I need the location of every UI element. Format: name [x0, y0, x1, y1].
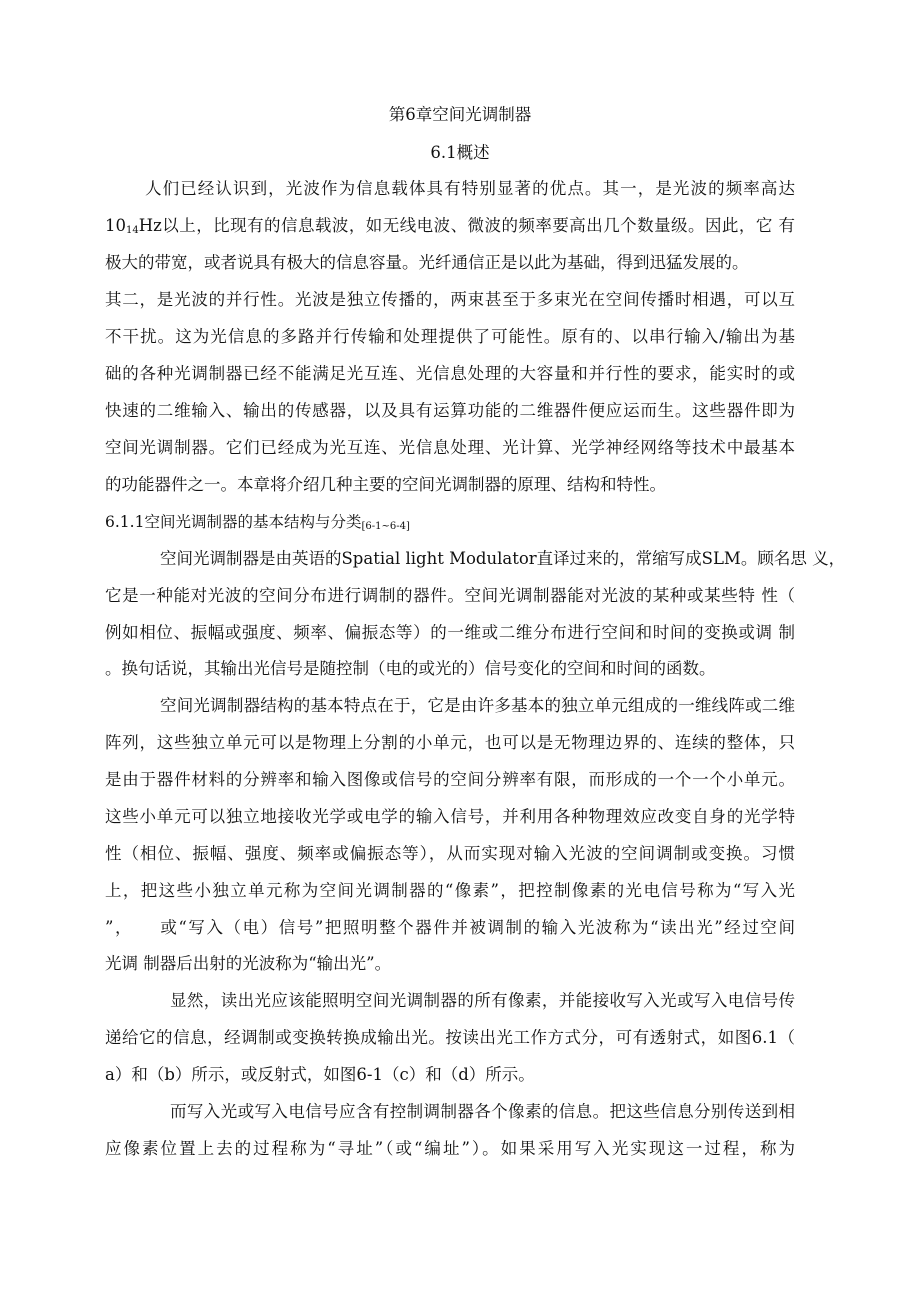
paragraph-line: 不干扰。这为光信息的多路并行传输和处理提供了可能性。原有的、以串行输入/输出为基 [105, 327, 795, 346]
paragraph-line: 这些小单元可以独立地接收光学或电学的输入信号，并利用各种物理效应改变自身的光学特 [105, 807, 795, 826]
freq-exponent: 14 [126, 225, 139, 236]
paragraph-line: 。换句话说，其输出光信号是随控制（电的或光的）信号变化的空间和时间的函数。 [105, 659, 716, 678]
paragraph-line [105, 215, 795, 242]
paragraph-line: 极大的带宽，或者说具有极大的信息容量。光纤通信正是以此为基础，得到迅猛发展的。 [105, 253, 749, 272]
paragraph-line: 阵列，这些独立单元可以是物理上分割的小单元，也可以是无物理边界的、连续的整体，只 [105, 733, 795, 752]
paragraph-line: 的功能器件之一。本章将介绍几种主要的空间光调制器的原理、结构和特性。 [105, 475, 666, 494]
paragraph-line: 是由于器件材料的分辨率和输入图像或信号的空间分辨率有限，而形成的一个一个小单元。 [105, 770, 795, 789]
paragraph-line: 光调 制器后出射的光波称为“输出光”。 [105, 954, 392, 973]
paragraph-line: 而写入光或写入电信号应含有控制调制器各个像素的信息。把这些信息分别传送到相 [170, 1102, 795, 1121]
freq-text: Hz以上，比现有的信息载波，如无线电波、微波的频率要高出几个数量级。因此，它 有 [138, 216, 795, 235]
paragraph-line: 例如相位、振幅或强度、频率、偏振态等）的一维或二维分布进行空间和时间的变换或调 制 [105, 623, 795, 642]
paragraph-line: 其二，是光波的并行性。光波是独立传播的，两束甚至于多束光在空间传播时相遇，可以互 [105, 290, 795, 309]
paragraph-line: 上，把这些小独立单元称为空间光调制器的“像素”，把控制像素的光电信号称为“写入光 [105, 881, 795, 900]
subsection-text: 6.1.1空间光调制器的基本结构与分类 [105, 513, 362, 531]
paragraph-line: 显然，读出光应该能照明空间光调制器的所有像素，并能接收写入光或写入电信号传 [170, 991, 795, 1010]
freq-base: 10 [105, 216, 126, 235]
subsection-title [105, 511, 795, 538]
section-title: 6.1概述 [430, 143, 490, 162]
paragraph-line: 应像素位置上去的过程称为“寻址”（或“编址”）。如果采用写入光实现这一过程，称为 [105, 1139, 795, 1158]
subsection-ref: [6-1~6-4] [361, 521, 410, 532]
paragraph-line: 空间光调制器。它们已经成为光互连、光信息处理、光计算、光学神经网络等技术中最基本 [105, 438, 795, 457]
paragraph-line: 它是一种能对光波的空间分布进行调制的器件。空间光调制器能对光波的某种或某些特 性（ [105, 586, 795, 605]
paragraph-line: a）和（b）所示，或反射式，如图6-1（c）和（d）所示。 [105, 1065, 535, 1084]
paragraph-line: 快速的二维输入、输出的传感器，以及具有运算功能的二维器件便应运而生。这些器件即为 [105, 401, 795, 420]
paragraph-line: 递给它的信息，经调制或变换转换成输出光。按读出光工作方式分，可有透射式，如图6.1（ [105, 1028, 795, 1047]
paragraph-line: ”， 或“写入（电）信号”把照明整个器件并被调制的输入光波称为“读出光”经过空间 [105, 918, 795, 937]
paragraph-line: 人们已经认识到，光波作为信息载体具有特别显著的优点。其一，是光波的频率高达 [145, 179, 795, 198]
paragraph-line: 性（相位、振幅、强度、频率或偏振态等），从而实现对输入光波的空间调制或变换。习惯 [105, 844, 795, 863]
paragraph-line: 空间光调制器是由英语的Spatial light Modulator直译过来的，常缩写成SLM。顾名思 义， [160, 549, 846, 568]
paragraph-line: 础的各种光调制器已经不能满足光互连、光信息处理的大容量和并行性的要求，能实时的或 [105, 364, 795, 383]
chapter-title: 第6章空间光调制器 [388, 105, 532, 124]
paragraph-line: 空间光调制器结构的基本特点在于，它是由许多基本的独立单元组成的一维线阵或二维 [160, 696, 795, 715]
